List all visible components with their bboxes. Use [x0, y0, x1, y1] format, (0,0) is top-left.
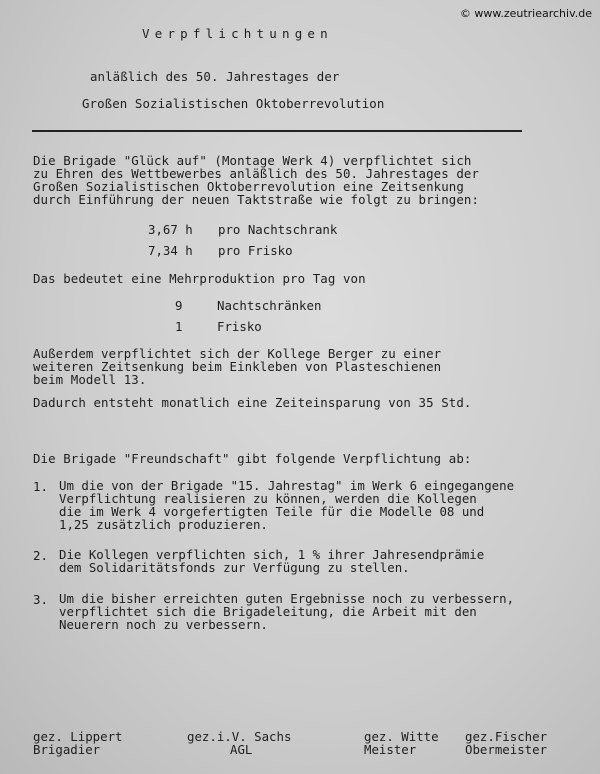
- berger-line: beim Modell 13.: [33, 372, 147, 387]
- signature-name: gez. Witte: [364, 729, 439, 744]
- signature-name: gez.i.V. Sachs: [187, 729, 292, 744]
- reduction-value: 7,34 h: [148, 243, 193, 258]
- watermark: © www.zeutriearchiv.de: [459, 7, 592, 20]
- subtitle-line-1: anläßlich des 50. Jahrestages der: [90, 69, 340, 84]
- reduction-value: 3,67 h: [148, 222, 193, 237]
- intro-line: zu Ehren des Wettbewerbes anläßlich des 50. Jahrestages der: [33, 166, 480, 181]
- item-body: [59, 592, 514, 631]
- signature-name: gez.Fischer: [465, 729, 548, 744]
- berger-paragraph: [33, 347, 441, 386]
- intro-line: Die Brigade "Glück auf" (Montage Werk 4) verpflichtet sich: [33, 153, 472, 168]
- production-count: 9: [175, 298, 183, 313]
- savings-line: Dadurch entsteht monatlich eine Zeiteinsparung von 35 Std.: [33, 395, 472, 410]
- item-line: dem Solidaritätsfonds zur Verfügung zu stellen.: [59, 560, 410, 575]
- signature-role: AGL: [230, 742, 253, 757]
- item-line: 1,25 zusätzlich produzieren.: [59, 517, 268, 532]
- signature-witte: [364, 730, 439, 756]
- intro-line: durch Einführung der neuen Taktstraße wie folgt zu bringen:: [33, 192, 480, 207]
- signature-lippert: [33, 730, 123, 756]
- signature-role: Obermeister: [465, 742, 548, 757]
- item-line: Verpflichtung realisieren zu können, werden die Kollegen: [59, 491, 477, 506]
- signature-name: gez. Lippert: [33, 729, 123, 744]
- reduction-item: pro Nachtschrank: [218, 222, 338, 237]
- item-body: [59, 548, 484, 574]
- intro-paragraph: [33, 154, 479, 206]
- berger-line: Außerdem verpflichtet sich der Kollege Berger zu einer: [33, 346, 442, 361]
- signature-role: Brigadier: [33, 742, 101, 757]
- item-line: Die Kollegen verpflichten sich, 1 % ihrer Jahresendprämie: [59, 547, 485, 562]
- freundschaft-intro: Die Brigade "Freundschaft" gibt folgende Verpflichtung ab:: [33, 451, 472, 466]
- production-item: Nachtschränken: [217, 298, 322, 313]
- document-title: Verpflichtungen: [142, 26, 333, 41]
- signature-role: Meister: [364, 742, 417, 757]
- production-count: 1: [175, 319, 183, 334]
- production-item: Frisko: [217, 319, 262, 334]
- divider-rule: [32, 130, 522, 132]
- item-number: 3.: [33, 592, 48, 607]
- item-line: die im Werk 4 vorgefertigten Teile für die Modelle 08 und: [59, 504, 485, 519]
- item-number: 2.: [33, 548, 48, 563]
- item-line: verpflichtet sich die Brigadeleitung, die Arbeit mit den: [59, 604, 477, 619]
- item-body: [59, 479, 514, 531]
- item-line: Um die von der Brigade "15. Jahrestag" im Werk 6 eingegangene: [59, 478, 515, 493]
- intro-line: Großen Sozialistischen Oktoberrevolution eine Zeitsenkung: [33, 179, 464, 194]
- item-number: 1.: [33, 479, 48, 494]
- item-line: Um die bisher erreichten guten Ergebnisse noch zu verbessern,: [59, 591, 515, 606]
- signature-sachs: [187, 730, 291, 756]
- signature-fischer: [465, 730, 547, 756]
- reduction-item: pro Frisko: [218, 243, 293, 258]
- item-line: Neuerern noch zu verbessern.: [59, 617, 268, 632]
- more-production-text: Das bedeutet eine Mehrproduktion pro Tag von: [33, 271, 366, 286]
- subtitle-line-2: Großen Sozialistischen Oktoberrevolution: [82, 96, 385, 111]
- berger-line: weiteren Zeitsenkung beim Einkleben von Plasteschienen: [33, 359, 442, 374]
